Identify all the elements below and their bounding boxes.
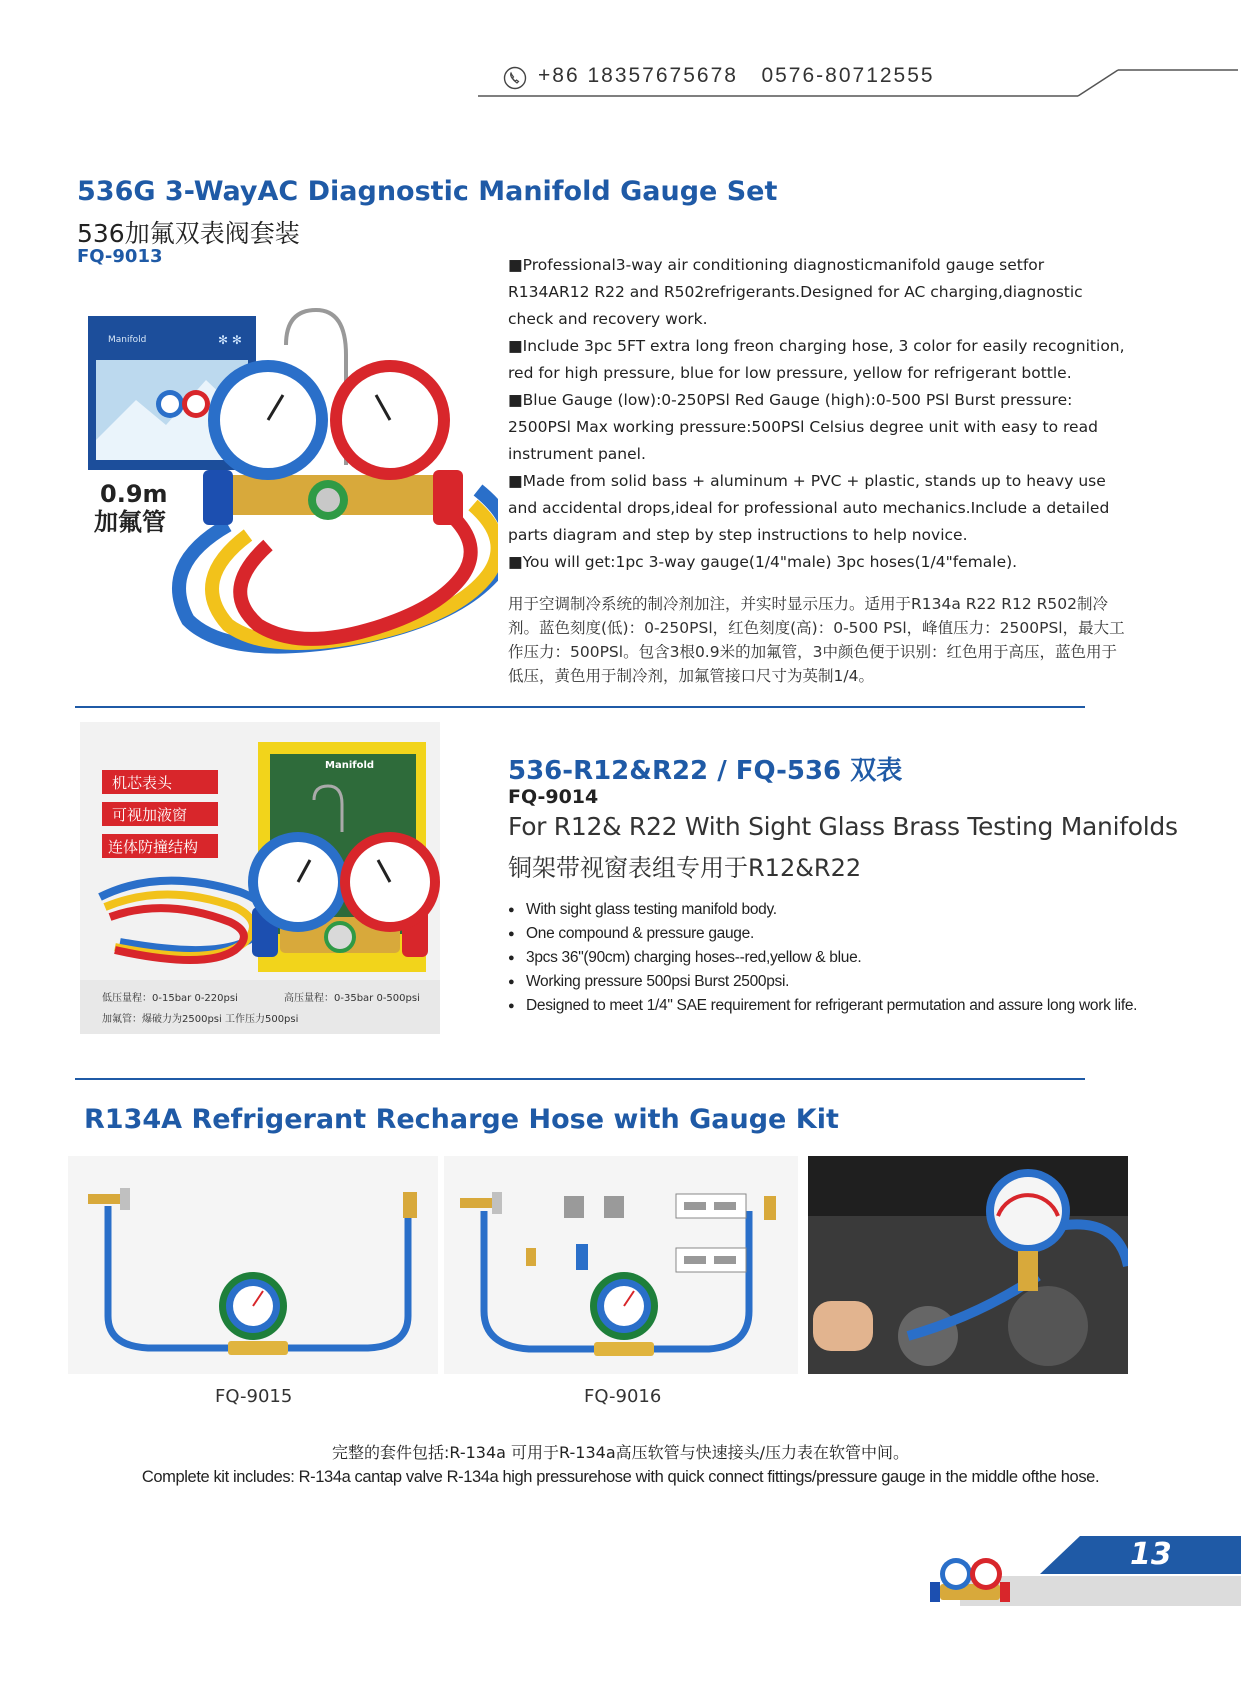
product2-bullet: ● Working pressure 500psi Burst 2500psi. xyxy=(508,970,1198,994)
product2-subtitle-cn: 铜架带视窗表组专用于R12&R22 xyxy=(508,854,862,882)
product3-image-fq9016 xyxy=(444,1156,798,1374)
image-tag: 可视加液窗 xyxy=(112,806,188,824)
product1-bullet: ■Professional3-way air conditioning diagnosticmanifold gauge setfor R134AR12 R22 and R502refrigerants.Designed for AC charging,diagnostic check and recovery work. xyxy=(508,256,1083,328)
product2-image xyxy=(80,722,440,1034)
caption-fq9016: FQ-9016 xyxy=(584,1386,662,1407)
product1-desc-cn: 用于空调制冷系统的制冷剂加注，并实时显示压力。适用于R134a R22 R12 R502制冷剂。蓝色刻度(低)：0-250PSl，红色刻度(高)：0-500 PSl，峰值压力：2500PSl，最大工作压力：500PSl。包含3根0.9米的加氟管，3中颜色便于识别：红色用于高压，蓝色用于低压，黄色用于制冷剂，加氟管接口尺寸为英制1/4。 xyxy=(508,595,1125,685)
image-tag: 机芯表头 xyxy=(112,774,173,792)
product3-footer-cn: 完整的套件包括:R-134a 可用于R-134a高压软管与快速接头/压力表在软管中间。 xyxy=(331,1443,910,1462)
svg-text:✻ ✻: ✻ ✻ xyxy=(218,333,242,347)
product1-title-cn: 536加氟双表阀套装 xyxy=(77,219,300,248)
product2-code: FQ-9014 xyxy=(508,786,599,808)
product1-title: 536G 3-WayAC Diagnostic Manifold Gauge Set xyxy=(77,176,778,207)
page-number-banner xyxy=(920,1536,1241,1618)
product3-title: R134A Refrigerant Recharge Hose with Gauge Kit xyxy=(84,1104,839,1135)
section-divider xyxy=(75,706,1085,708)
contact-numbers xyxy=(538,64,935,88)
product2-subtitle-en: For R12& R22 With Sight Glass Brass Testing Manifolds xyxy=(508,812,1178,841)
product1-bullet: ■You will get:1pc 3-way gauge(1/4"male) 3pc hoses(1/4"female). xyxy=(508,553,1018,571)
caption-fq9015: FQ-9015 xyxy=(215,1386,293,1407)
tel-number: 0576-80712555 xyxy=(761,64,935,87)
section-divider xyxy=(75,1078,1085,1080)
box-label: Manifold xyxy=(325,760,375,771)
spec-low: 低压量程：0-15bar 0-220psi xyxy=(102,993,238,1004)
product2-bullet: ● One compound & pressure gauge. xyxy=(508,922,1198,946)
product2-bullet: ● With sight glass testing manifold body. xyxy=(508,898,1198,922)
product3-footer-en: Complete kit includes: R-134a cantap valve R-134a high pressurehose with quick connect fittings/pressure gauge in the middle ofthe hose. xyxy=(141,1468,1100,1486)
phone-icon xyxy=(503,66,527,90)
product1-bullet: ■Include 3pc 5FT extra long freon charging hose, 3 color for easily recognition, red for high pressure, blue for low pressure, yellow for refrigerant bottle. xyxy=(508,337,1125,382)
product2-bullets xyxy=(508,898,1198,1018)
page-number: 13 xyxy=(1130,1537,1172,1572)
image-tag: 连体防撞结构 xyxy=(108,838,199,856)
box-label: Manifold xyxy=(108,335,147,345)
image-label-length: 0.9m xyxy=(100,480,168,508)
spec-hose: 加氟管：爆破力为2500psi 工作压力500psi xyxy=(102,1014,299,1025)
product2-bullet: ● 3pcs 36"(90cm) charging hoses--red,yellow & blue. xyxy=(508,946,1198,970)
product1-bullets xyxy=(508,252,1128,576)
spec-high: 高压量程：0-35bar 0-500psi xyxy=(284,993,420,1004)
product2-title: 536-R12&R22 / FQ-536 双表 xyxy=(508,756,903,786)
product2-bullet: ● Designed to meet 1/4" SAE requirement for refrigerant permutation and assure long work life. xyxy=(508,994,1198,1018)
product1-code: FQ-9013 xyxy=(77,246,163,267)
product1-image xyxy=(78,300,498,670)
phone-number: +86 18357675678 xyxy=(538,64,738,87)
product3-image-fq9015 xyxy=(68,1156,438,1374)
product1-bullet: ■Blue Gauge (low):0-250PSl Red Gauge (high):0-500 PSl Burst pressure: 2500PSl Max working pressure:500PSl Celsius degree unit with easy to read instrument panel. xyxy=(508,391,1098,463)
image-label-hose: 加氟管 xyxy=(94,508,166,536)
product1-bullet: ■Made from solid bass + aluminum + PVC + plastic, stands up to heavy use and accidental drops,ideal for professional auto mechanics.Include a detailed parts diagram and step by step instructions to help novice. xyxy=(508,472,1110,544)
product3-photo-in-use xyxy=(808,1156,1128,1374)
